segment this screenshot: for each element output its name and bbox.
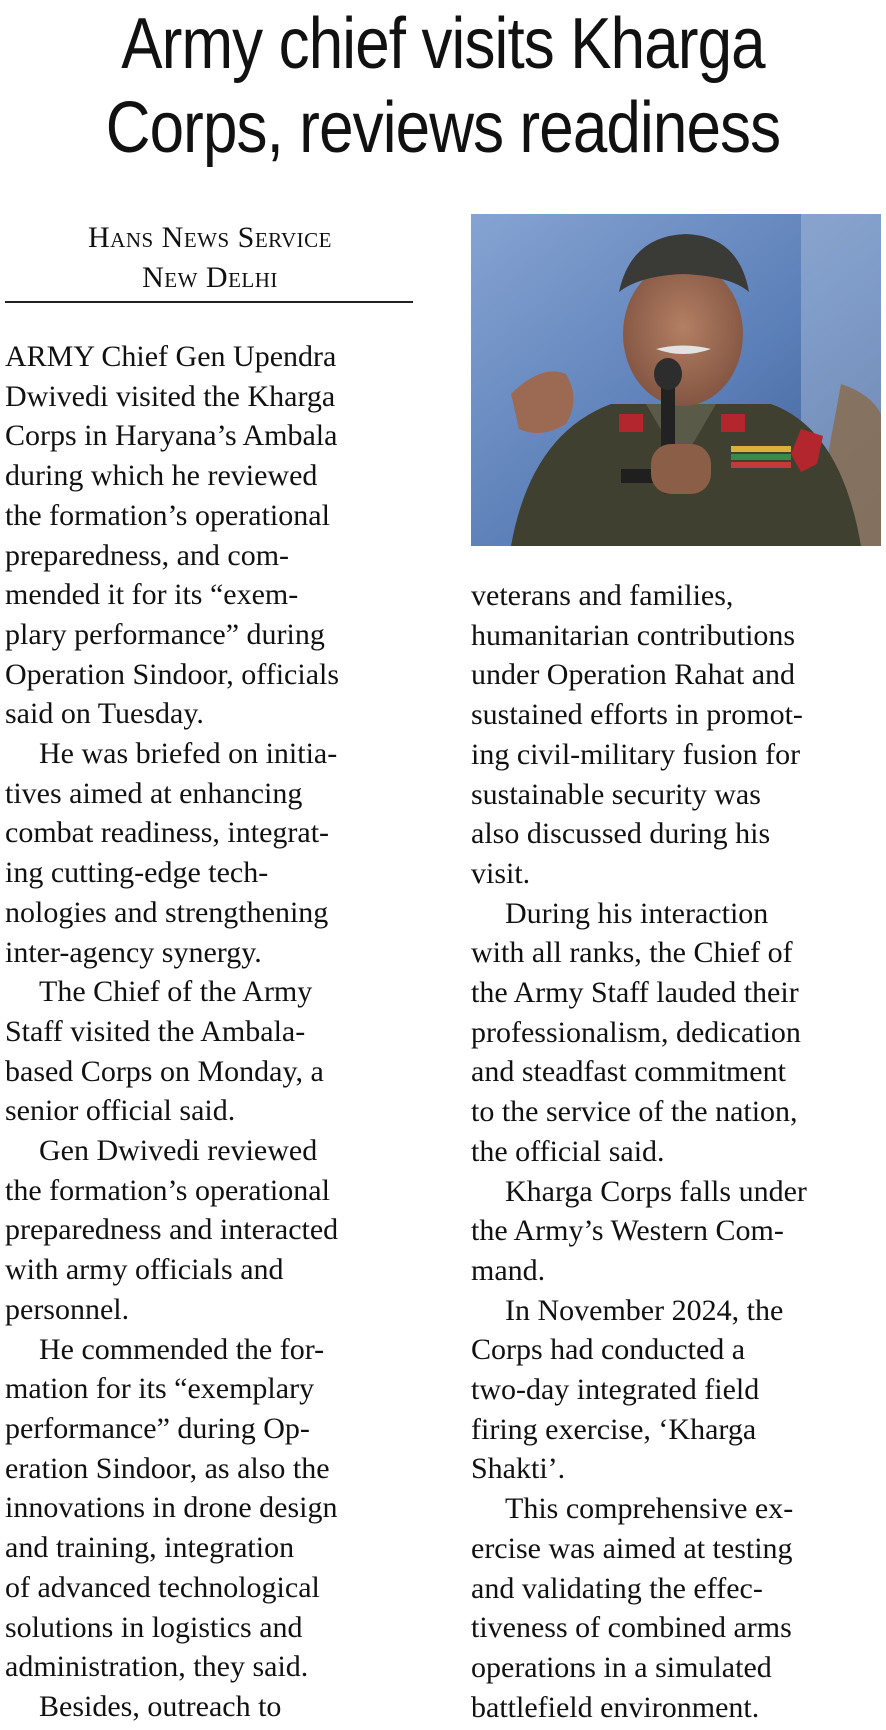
article-line: and steadfast commitment <box>471 1055 786 1089</box>
article-line: Gen Dwivedi reviewed <box>39 1134 318 1168</box>
article-line: ing cutting-edge tech- <box>5 856 269 890</box>
article-line: sustainable security was <box>471 777 761 811</box>
article-line: and training, integration <box>5 1531 295 1565</box>
article-line: said on Tuesday. <box>5 697 204 731</box>
article-line: nologies and strengthening <box>5 895 329 929</box>
article-paragraph <box>5 1131 425 1330</box>
article-paragraph <box>5 1330 425 1687</box>
article-line: He commended the for- <box>39 1332 325 1366</box>
article-line: administration, they said. <box>5 1650 309 1684</box>
article-line: with all ranks, the Chief of <box>471 936 793 970</box>
article-line: and validating the effec- <box>471 1571 763 1605</box>
article-line: also discussed during his <box>471 817 771 851</box>
headline-line-2: Corps, reviews readiness <box>105 88 781 168</box>
article-line: Kharga Corps falls under <box>505 1174 807 1208</box>
article-line: based Corps on Monday, a <box>5 1054 324 1088</box>
article-line: tives aimed at enhancing <box>5 776 303 810</box>
article-line: Shakti’. <box>471 1452 566 1486</box>
article-line: tiveness of combined arms <box>471 1611 792 1645</box>
headline <box>62 0 824 170</box>
article-line: In November 2024, the <box>505 1293 784 1327</box>
article-paragraph <box>471 576 886 894</box>
article-paragraph <box>471 1291 886 1490</box>
article-paragraph <box>5 972 425 1131</box>
article-line: professionalism, dedication <box>471 1015 801 1049</box>
article-column-right <box>471 576 886 1727</box>
article-line: solutions in logistics and <box>5 1610 303 1644</box>
article-line: plary performance” during <box>5 617 325 651</box>
byline-agency: Hans News Service <box>88 221 332 254</box>
article-line: ing civil-military fusion for <box>471 737 801 771</box>
article-paragraph <box>5 337 425 734</box>
article-line: preparedness and interacted <box>5 1213 339 1247</box>
article-line: the Army’s Western Com- <box>471 1214 784 1248</box>
article-line: senior official said. <box>5 1094 236 1128</box>
article-line: humanitarian contributions <box>471 618 796 652</box>
article-line: personnel. <box>5 1292 130 1326</box>
article-line: visit. <box>471 856 531 890</box>
article-line: Operation Sindoor, officials <box>5 657 340 691</box>
article-line: mand. <box>471 1253 546 1287</box>
article-line: Corps in Haryana’s Ambala <box>5 419 338 453</box>
article-paragraph <box>5 1687 425 1727</box>
article-line: Dwivedi visited the Kharga <box>5 379 336 413</box>
article-line: ercise was aimed at testing <box>471 1531 793 1565</box>
article-line: battlefield environment. <box>471 1690 760 1724</box>
article-line: ARMY Chief Gen Upendra <box>5 340 337 373</box>
article-column-left <box>5 337 425 1727</box>
article-line: innovations in drone design <box>5 1491 338 1525</box>
article-line: eration Sindoor, as also the <box>5 1451 330 1485</box>
article-line: He was briefed on initia- <box>39 737 338 771</box>
article-line: under Operation Rahat and <box>471 658 796 692</box>
article-line: This comprehensive ex- <box>505 1492 794 1526</box>
article-line: operations in a simulated <box>471 1650 772 1684</box>
byline-divider <box>5 301 413 303</box>
byline <box>5 218 415 298</box>
article-line: the formation’s operational <box>5 1173 330 1207</box>
article-line: during which he reviewed <box>5 459 318 493</box>
article-line: inter-agency synergy. <box>5 935 262 969</box>
article-line: combat readiness, integrat- <box>5 816 330 850</box>
article-paragraph <box>471 1489 886 1727</box>
article-line: the formation’s operational <box>5 498 330 532</box>
article-line: Besides, outreach to <box>39 1689 282 1723</box>
army-chief-photo <box>471 214 881 546</box>
article-paragraph <box>471 894 886 1172</box>
article-line: Corps had conducted a <box>471 1333 746 1367</box>
article-line: veterans and families, <box>471 579 734 612</box>
article-line: Staff visited the Ambala- <box>5 1014 306 1048</box>
headline-line-1: Army chief visits Kharga <box>121 4 765 84</box>
article-line: performance” during Op- <box>5 1411 310 1445</box>
article-line: The Chief of the Army <box>39 975 313 1009</box>
article-line: to the service of the nation, <box>471 1095 798 1129</box>
article-paragraph <box>471 1172 886 1291</box>
article-line: mation for its “exemplary <box>5 1372 315 1406</box>
article-line: the Army Staff lauded their <box>471 976 799 1010</box>
article-line: with army officials and <box>5 1253 284 1287</box>
article-line: firing exercise, ‘Kharga <box>471 1412 757 1446</box>
article-line: of advanced technological <box>5 1570 320 1604</box>
article-line: mended it for its “exem- <box>5 578 299 612</box>
article-line: the official said. <box>471 1134 665 1168</box>
byline-location: New Delhi <box>142 261 278 294</box>
article-paragraph <box>5 734 425 972</box>
article-line: preparedness, and com- <box>5 538 290 572</box>
article-line: sustained efforts in promot- <box>471 698 803 732</box>
article-line: During his interaction <box>505 896 769 930</box>
article-line: two-day integrated field <box>471 1373 760 1407</box>
